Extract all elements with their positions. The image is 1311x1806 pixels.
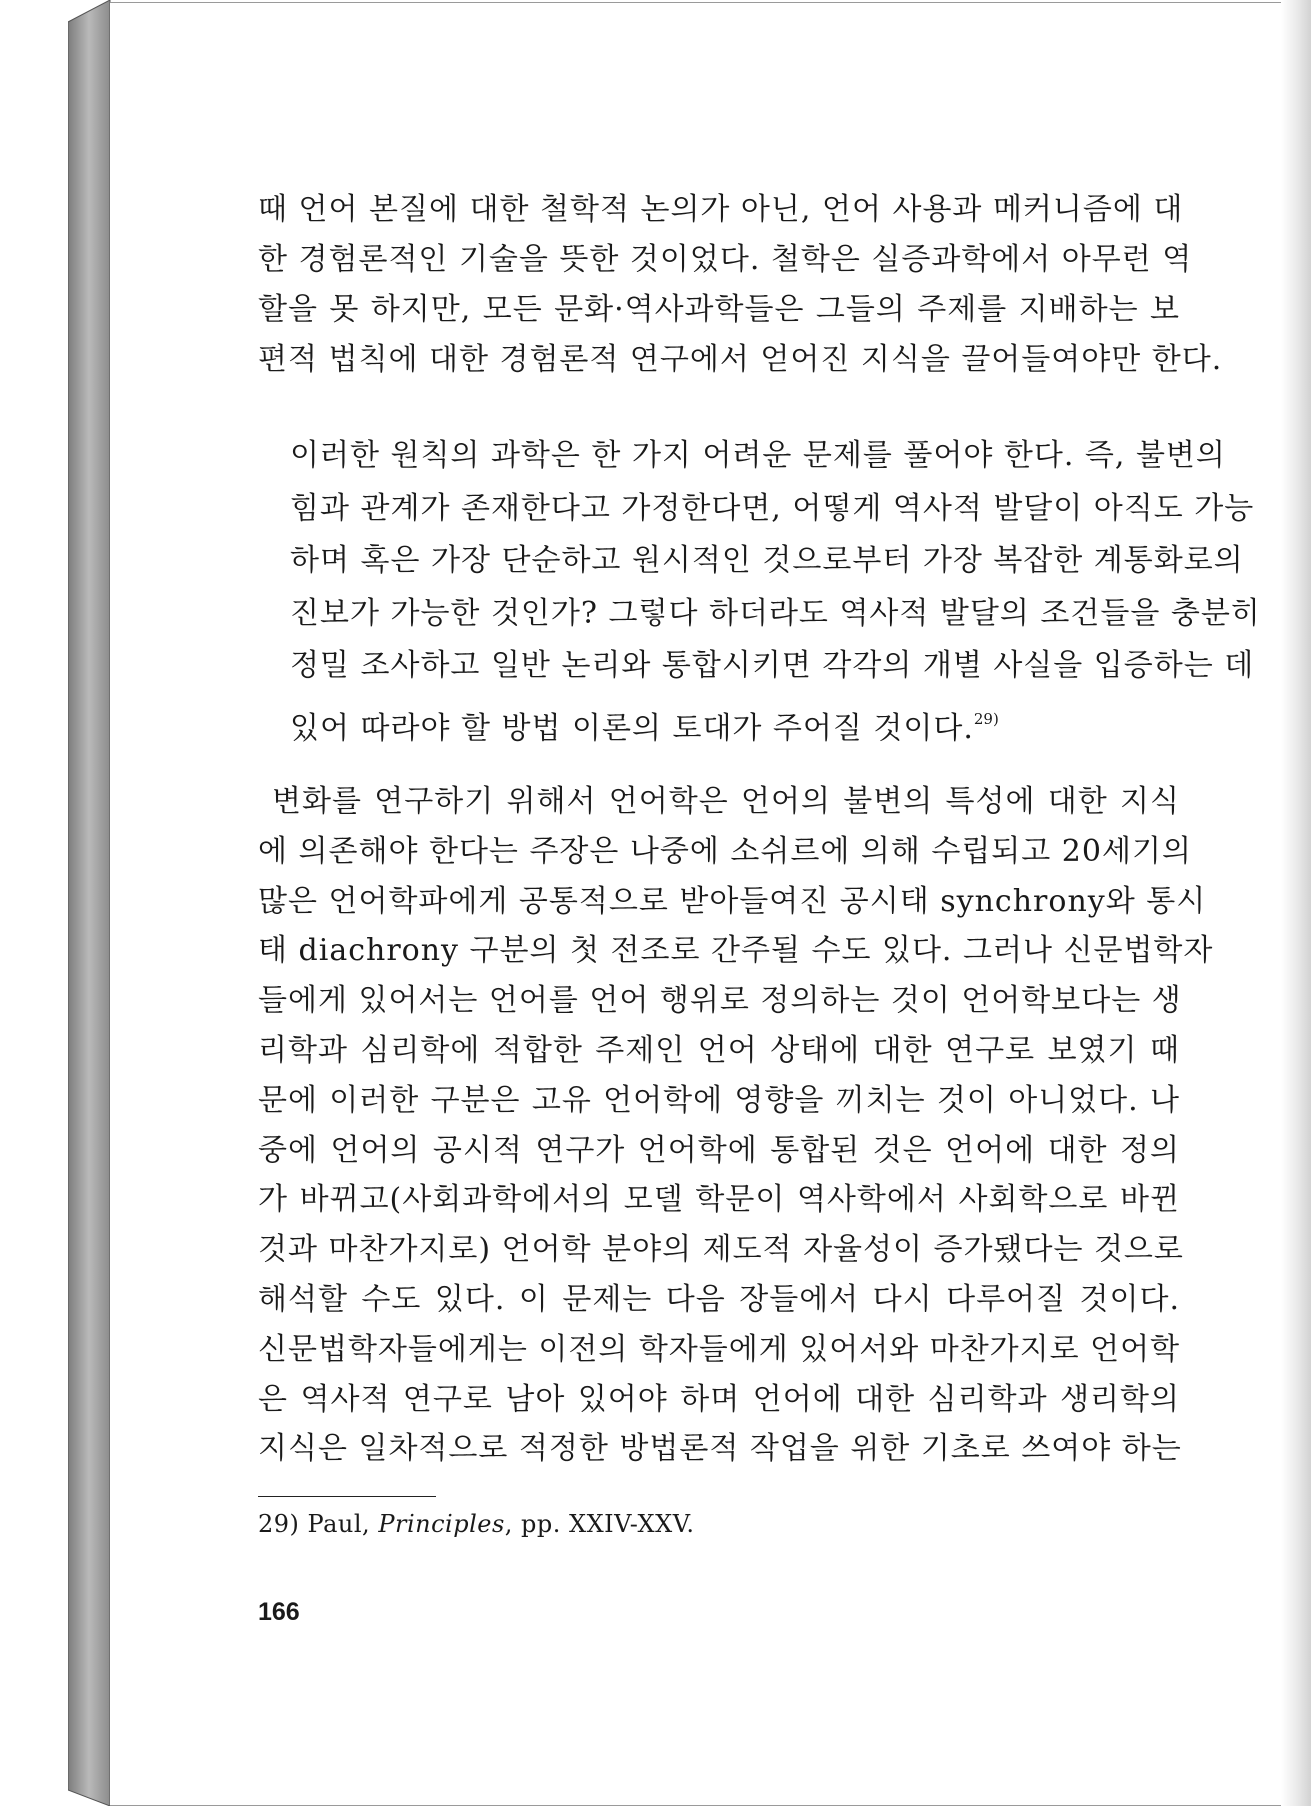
text-line: 한 경험론적인 기술을 뜻한 것이었다. 철학은 실증과학에서 아무런 역 — [258, 242, 1193, 277]
book-spine-shape — [68, 0, 112, 1806]
text-line: 은 역사적 연구로 남아 있어야 하며 언어에 대한 심리학과 생리학의 — [258, 1381, 1180, 1417]
book-spine — [68, 0, 112, 1806]
text-line: 에 의존해야 한다는 주장은 나중에 소쉬르에 의해 수립되고 20세기의 — [258, 833, 1192, 869]
text-line: 할을 못 하지만, 모든 문화·역사과학들은 그들의 주제를 지배하는 보 — [258, 292, 1180, 327]
paragraph-1 — [258, 185, 1223, 385]
text-line: 많은 언어학파에게 공통적으로 받아들여진 공시태 synchrony와 통시 — [258, 883, 1207, 919]
page-number: 166 — [258, 1598, 300, 1626]
text-line: 중에 언어의 공시적 연구가 언어학에 통합된 것은 언어에 대한 정의 — [258, 1132, 1180, 1168]
footnote-pages: , pp. XXIV-XXV. — [504, 1510, 695, 1538]
footnote-divider — [258, 1496, 436, 1497]
text-line: 정밀 조사하고 일반 논리와 통합시키면 각각의 개별 사실을 입증하는 데 — [290, 648, 1255, 683]
text-line: 신문법학자들에게는 이전의 학자들에게 있어서와 마찬가지로 언어학 — [258, 1331, 1181, 1367]
footnote — [258, 1510, 694, 1538]
footnote-author: Paul, — [307, 1510, 371, 1538]
text-line: 리학과 심리학에 적합한 주제인 언어 상태에 대한 연구로 보였기 때 — [258, 1032, 1180, 1068]
block-quote — [290, 430, 1261, 746]
text-line: 힘과 관계가 존재한다고 가정한다면, 어떻게 역사적 발달이 아직도 가능 — [290, 490, 1255, 526]
text-line: 태 diachrony 구분의 첫 전조로 간주될 수도 있다. 그러나 신문법학자 — [258, 933, 1214, 969]
text-line: 들에게 있어서는 언어를 언어 행위로 정의하는 것이 언어학보다는 생 — [258, 983, 1182, 1019]
text-line: 해석할 수도 있다. 이 문제는 다음 장들에서 다시 다루어질 것이다. — [258, 1281, 1180, 1317]
paragraph-3 — [258, 777, 1214, 1474]
text-line: 이러한 원칙의 과학은 한 가지 어려운 문제를 풀어야 한다. 즉, 불변의 — [290, 438, 1226, 473]
text-line: 때 언어 본질에 대한 철학적 논의가 아닌, 언어 사용과 메커니즘에 대 — [258, 192, 1184, 227]
footnote-title: Principles — [378, 1510, 505, 1538]
footnote-reference: 29) — [973, 709, 999, 728]
text-line: 진보가 가능한 것인가? 그렇다 하더라도 역사적 발달의 조건들을 충분히 — [290, 595, 1261, 631]
text-line: 하며 혹은 가장 단순하고 원시적인 것으로부터 가장 복잡한 계통화로의 — [290, 543, 1244, 578]
footnote-number: 29) — [258, 1510, 300, 1538]
text-line-last — [290, 693, 1180, 746]
text-line: 있어 따라야 할 방법 이론의 토대가 주어질 것이다. — [290, 710, 974, 746]
text-line: 변화를 연구하기 위해서 언어학은 언어의 불변의 특성에 대한 지식 — [272, 784, 1180, 819]
text-line: 편적 법칙에 대한 경험론적 연구에서 얻어진 지식을 끌어들여야만 한다. — [258, 342, 1223, 377]
text-line: 가 바뀌고(사회과학에서의 모델 학문이 역사학에서 사회학으로 바뀐 — [258, 1182, 1180, 1218]
page-edge-shadow — [1281, 0, 1311, 1806]
text-line: 문에 이러한 구분은 고유 언어학에 영향을 끼치는 것이 아니었다. 나 — [258, 1082, 1180, 1118]
text-line: 것과 마찬가지로) 언어학 분야의 제도적 자율성이 증가됐다는 것으로 — [258, 1232, 1184, 1268]
text-line: 지식은 일차적으로 적정한 방법론적 작업을 위한 기초로 쓰여야 하는 — [258, 1431, 1182, 1467]
